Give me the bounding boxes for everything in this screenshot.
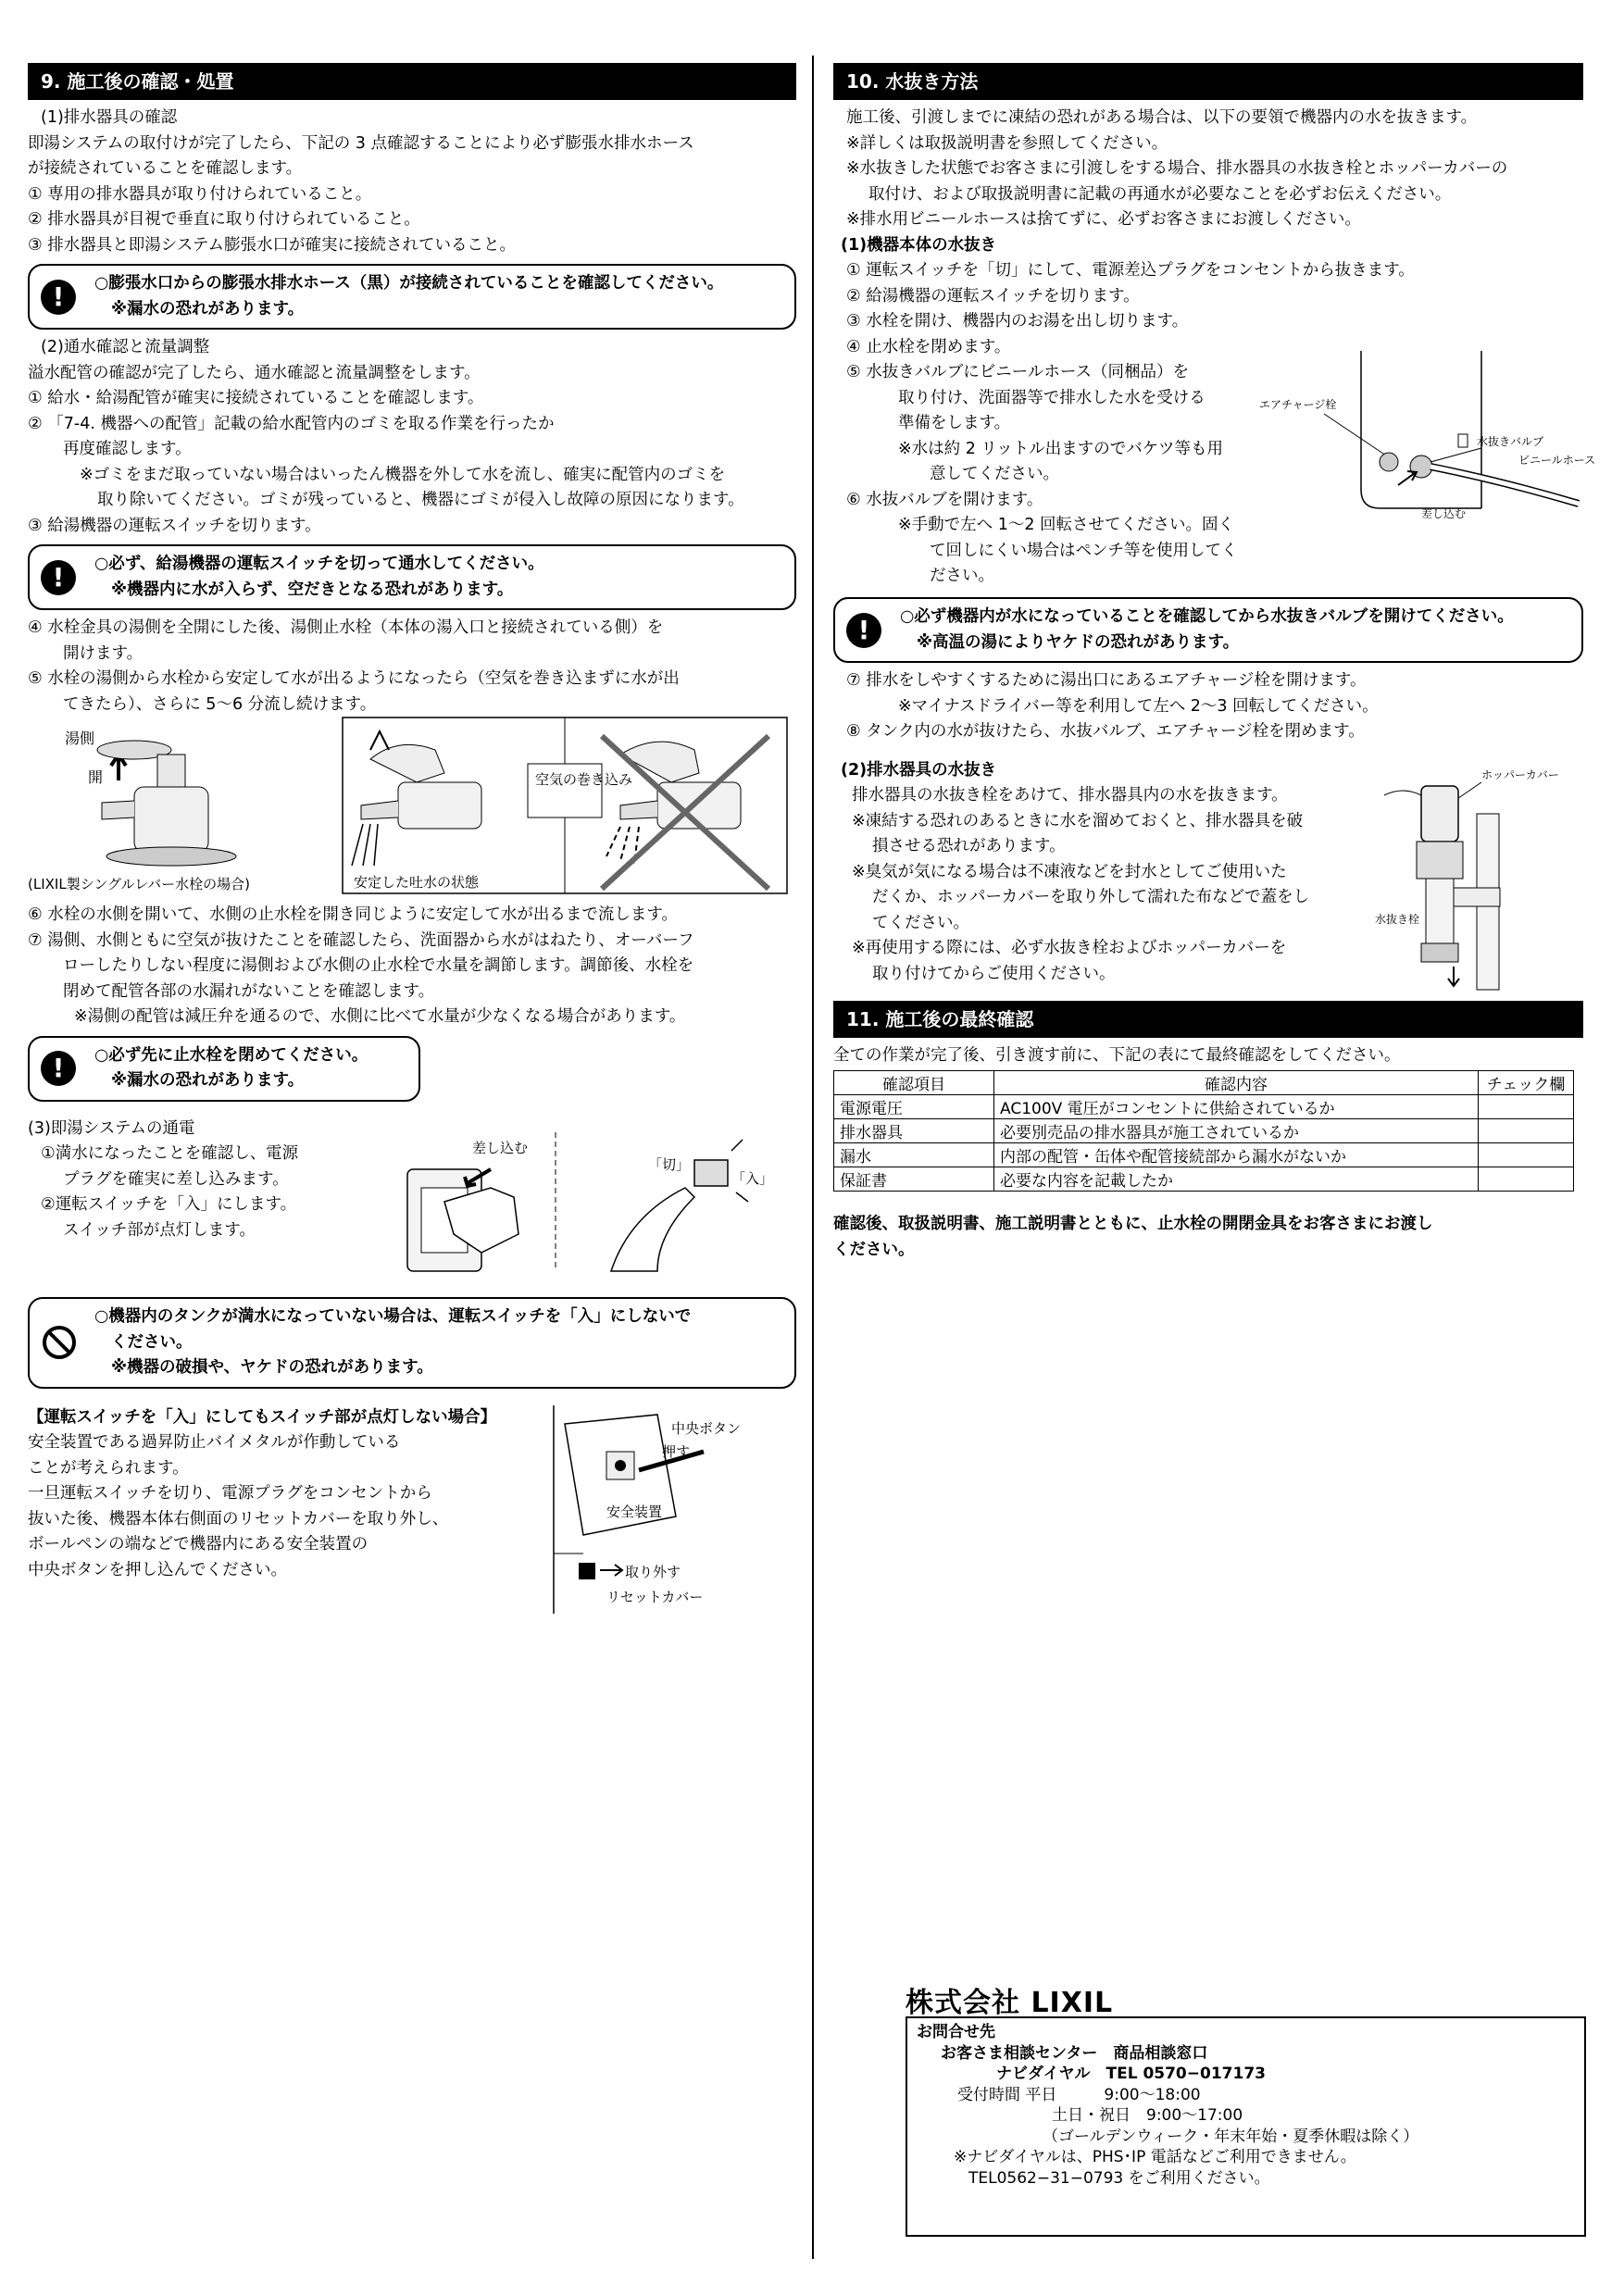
table-cell: 必要別売品の排水器具が施工されているか: [994, 1119, 1479, 1143]
s9-p1-line: ① 専用の排水器具が取り付けられていること。: [28, 184, 372, 204]
vinyl-hose-label: ビニールホース: [1518, 454, 1596, 467]
drain-step: ② 給湯機器の運転スイッチを切ります。: [846, 286, 1140, 306]
s9-p4-line: 閉めて配管各部の水漏れがないことを確認します。: [63, 981, 435, 1001]
warning-text: ※漏水の恐れがあります。: [111, 1071, 305, 1090]
power-step-line: プラグを確実に差し込みます。: [63, 1169, 289, 1189]
warning-box: [28, 264, 796, 330]
drain-step: ④ 止水栓を閉めます。: [846, 337, 1011, 356]
trouble-line: 抜いた後、機器本体右側面のリセットカバーを取り外し、: [28, 1509, 449, 1529]
drain-step: ※水は約 2 リットル出ますのでバケツ等も用: [898, 439, 1224, 458]
air-plug-label: エアチャージ栓: [1259, 398, 1337, 411]
s10-intro-line: ※詳しくは取扱説明書を参照してください。: [846, 133, 1168, 153]
open-label: 開: [88, 768, 104, 786]
drain-fixture-line: 損させる恐れがあります。: [872, 837, 1066, 855]
table-cell: 電源電圧: [834, 1095, 994, 1119]
table-header-row: [834, 1071, 1574, 1095]
contact-box: [906, 2016, 1586, 2237]
contact-line: お問合せ先: [917, 2023, 995, 2041]
exclamation-icon: !: [41, 1051, 76, 1086]
s9-sub1: (1)排水器具の確認: [41, 108, 178, 127]
s9-p2-line: 取り除いてください。ゴミが残っていると、機器にゴミが侵入し故障の原因になります。: [97, 491, 744, 509]
contact-line: 土日・祝日 9:00〜17:00: [1052, 2106, 1243, 2125]
s9-p3-line: 開けます。: [63, 643, 144, 663]
warning-text: ください。: [111, 1332, 193, 1352]
trouble-line: 中央ボタンを押し込んでください。: [28, 1560, 287, 1579]
reset-cover-label: リセットカバー: [606, 1588, 704, 1605]
safety-device-label: 安全装置: [606, 1503, 663, 1520]
s9-p2-line: ② 「7-4. 機器への配管」記載の給水配管内のゴミを取る作業を行ったか: [28, 414, 555, 433]
power-step-line: ②運転スイッチを「入」にします。: [41, 1195, 297, 1214]
remove-label: 取り外す: [625, 1563, 681, 1580]
s9-p1-line: ③ 排水器具と即湯システム膨張水口が確実に接続されていること。: [28, 235, 516, 255]
drain-step: 準備をします。: [898, 414, 1011, 432]
drain-plug-label: 水抜き栓: [1375, 912, 1420, 926]
s9-p3-line: てきたら）、さらに 5〜6 分流し続けます。: [63, 694, 377, 714]
on-label: 「入」: [731, 1170, 774, 1187]
trouble-line: ことが考えられます。: [28, 1458, 189, 1478]
closing-line: 確認後、取扱説明書、施工説明書とともに、止水栓の開閉金具をお客さまにお渡し: [833, 1215, 1433, 1233]
warning-box: [28, 1036, 420, 1102]
s9-p2-line: 再度確認します。: [63, 440, 192, 458]
off-label: 「切」: [648, 1156, 691, 1173]
check-cell[interactable]: [1479, 1095, 1574, 1119]
push-label: 押す: [662, 1442, 691, 1460]
warning-text: ○必ず先に止水栓を閉めてください。: [94, 1045, 369, 1065]
column-divider: [812, 56, 814, 2259]
reset-illustration: [528, 1405, 768, 1618]
table-header: チェック欄: [1479, 1071, 1574, 1095]
hopper-label: ホッパーカバー: [1481, 767, 1559, 781]
insert-label: 差し込む: [472, 1140, 529, 1156]
check-cell[interactable]: [1479, 1143, 1574, 1167]
s9-p1-line: が接続されていることを確認します。: [28, 159, 303, 178]
s9-p1-line: 即湯システムの取付けが完了したら、下記の 3 点確認することにより必ず膨張水排水ホース: [28, 133, 694, 153]
drain-step: ※手動で左へ 1〜2 回転させてください。固く: [898, 516, 1235, 534]
final-check-table: [833, 1070, 1574, 1192]
s10-intro-line: ※水抜きした状態でお客さまに引渡しをする場合、排水器具の水抜き栓とホッパーカバーの: [846, 159, 1508, 178]
right-column: [833, 63, 1596, 1263]
s10-sub2: (2)排水器具の水抜き: [841, 760, 997, 780]
faucet-figure: [28, 718, 796, 903]
s9-p3-line: ④ 水栓金具の湯側を全開にした後、湯側止水栓（本体の湯入口と接続されている側）を: [28, 618, 664, 637]
drain-step: ⑤ 水抜きバルブにビニールホース（同梱品）を: [846, 363, 1190, 381]
drain-fixture-line: だくか、ホッパーカバーを取り外して濡れた布などで蓋をし: [872, 888, 1310, 906]
drain-step: ① 運転スイッチを「切」にして、電源差込プラグをコンセントから抜きます。: [846, 261, 1415, 280]
drain-fixture-line: てください。: [872, 913, 969, 932]
prohibition-box: [28, 1297, 796, 1389]
drain-fixture-line: ※再使用する際には、必ず水抜き栓およびホッパーカバーを: [852, 939, 1287, 957]
drain-fixture-line: ※臭気が気になる場合は不凍液などを封水としてご使用いた: [852, 862, 1287, 881]
contact-line: ※ナビダイヤルは、PHS･IP 電話などご利用できません。: [954, 2148, 1356, 2166]
contact-line: 受付時間 平日 9:00〜18:00: [957, 2085, 1201, 2104]
exclamation-icon: !: [41, 560, 76, 595]
s9-p4-line: ローしたりしない程度に湯側および水側の止水栓で水量を調節します。調節後、水栓を: [63, 956, 694, 975]
faucet-illustration: [28, 718, 796, 903]
drain-fixture-line: 取り付けてからご使用ください。: [872, 964, 1116, 983]
table-row: [834, 1119, 1574, 1143]
check-cell[interactable]: [1479, 1119, 1574, 1143]
table-cell: 漏水: [834, 1143, 994, 1167]
warning-text: ○必ず機器内が水になっていることを確認してから水抜きバルブを開けてください。: [900, 607, 1514, 626]
hot-side-label: 湯側: [65, 730, 95, 747]
s10-intro-line: 施工後、引渡しまでに凍結の恐れがある場合は、以下の要領で機器内の水を抜きます。: [846, 108, 1478, 127]
table-header: 確認内容: [994, 1071, 1479, 1095]
s9-p3-line: ⑤ 水栓の湯側から水栓から安定して水が出るようになったら（空気を巻き込まずに水が出: [28, 669, 680, 688]
prohibition-icon: [41, 1324, 78, 1361]
trouble-line: 一旦運転スイッチを切り、電源プラグをコンセントから: [28, 1484, 432, 1503]
warning-text: ※機器の破損や、ヤケドの恐れがあります。: [111, 1358, 433, 1377]
table-row: [834, 1095, 1574, 1119]
table-row: [834, 1167, 1574, 1192]
drain-fixture-section: [833, 758, 1583, 990]
drain-step: ださい。: [930, 567, 994, 585]
stable-caption: 安定した吐水の状態: [354, 874, 480, 891]
table-cell: 保証書: [834, 1167, 994, 1192]
s9-p2-line: ※ゴミをまだ取っていない場合はいったん機器を外して水を流し、確実に配管内のゴミを: [80, 465, 726, 484]
s9-sub3: (3)即湯システムの通電: [28, 1118, 195, 1138]
drain-fixture-line: 排水器具の水抜き栓をあけて、排水器具内の水を抜きます。: [852, 786, 1288, 805]
drain-valve-label: 水抜きバルブ: [1477, 435, 1544, 448]
check-cell[interactable]: [1479, 1167, 1574, 1192]
s9-p4-line: ⑥ 水栓の水側を開いて、水側の止水栓を開き同じように安定して水が出るまで流します。: [28, 905, 678, 924]
s9-p2-line: ③ 給湯機器の運転スイッチを切ります。: [28, 516, 321, 535]
contact-phone: ナビダイヤル TEL 0570−017173: [996, 2065, 1266, 2083]
warning-box: [28, 544, 796, 610]
contact-line: お客さま相談センター 商品相談窓口: [941, 2043, 1208, 2063]
closing-line: ください。: [833, 1240, 915, 1259]
table-row: [834, 1143, 1574, 1167]
s9-p2-line: 溢水配管の確認が完了したら、通水確認と流量調整をします。: [28, 363, 481, 382]
drain-fixture-line: ※凍結する恐れのあるときに水を溜めておくと、排水器具を破: [852, 811, 1304, 830]
exclamation-icon: !: [846, 613, 881, 648]
drain-step: ⑥ 水抜バルブを開けます。: [846, 490, 1043, 509]
table-cell: 排水器具: [834, 1119, 994, 1143]
exclamation-icon: !: [41, 280, 76, 315]
s9-p1-line: ② 排水器具が目視で垂直に取り付けられていること。: [28, 210, 420, 229]
section-9-header: 9. 施工後の確認・処置: [28, 63, 796, 100]
drain-step: ⑧ タンク内の水が抜けたら、水抜バルブ、エアチャージ栓を閉めます。: [846, 722, 1365, 741]
drain-step: 意してください。: [930, 465, 1059, 483]
power-step-line: スイッチ部が点灯します。: [63, 1220, 256, 1240]
s10-sub1: (1)機器本体の水抜き: [841, 235, 997, 255]
air-label: 空気の巻き込み: [535, 771, 633, 788]
warning-text: ○機器内のタンクが満水になっていない場合は、運転スイッチを「入」にしないで: [94, 1307, 692, 1326]
power-step-line: ①満水になったことを確認し、電源: [41, 1144, 299, 1163]
table-cell: 必要な内容を記載したか: [994, 1167, 1479, 1192]
s11-intro: 全ての作業が完了後、引き渡す前に、下記の表にて最終確認をしてください。: [833, 1045, 1401, 1065]
drain-step: て回しにくい場合はペンチ等を使用してく: [930, 541, 1238, 560]
drain-fixture-illustration: [1375, 758, 1583, 990]
contact-line: （ゴールデンウィーク・年末年始・夏季休暇は除く）: [1043, 2127, 1419, 2146]
power-illustration: [380, 1132, 796, 1280]
trouble-title: 【運転スイッチを「入」にしてもスイッチ部が点灯しない場合】: [28, 1407, 497, 1427]
center-button-label: 中央ボタン: [671, 1419, 742, 1437]
s9-p4-line: ※湯側の配管は減圧弁を通るので、水側に比べて水量が少なくなる場合があります。: [74, 1007, 686, 1026]
contact-line: TEL0562−31−0793 をご利用ください。: [968, 2168, 1270, 2188]
drain-body-section: [833, 258, 1596, 592]
drain-valve-illustration: [1259, 351, 1596, 527]
s9-p2-line: ① 給水・給湯配管が確実に接続されていることを確認します。: [28, 389, 484, 407]
trouble-line: ボールペンの端などで機器内にある安全装置の: [28, 1535, 369, 1554]
faucet-caption: (LIXIL製シングルレバー水栓の場合): [28, 876, 250, 892]
company-name: 株式会社 LIXIL: [906, 1987, 1114, 2019]
table-cell: AC100V 電圧がコンセントに供給されているか: [994, 1095, 1479, 1119]
warning-text: ○膨張水口からの膨張水排水ホース（黒）が接続されていることを確認してください。: [94, 274, 724, 293]
warning-box: [833, 597, 1583, 663]
power-section: [28, 1142, 796, 1271]
s9-sub2: (2)通水確認と流量調整: [41, 338, 210, 356]
drain-step: ⑦ 排水をしやすくするために湯出口にあるエアチャージ栓を開けます。: [846, 671, 1367, 690]
insert-label: 差し込む: [1421, 507, 1467, 520]
trouble-line: 安全装置である過昇防止バイメタルが作動している: [28, 1433, 401, 1452]
warning-text: ※漏水の恐れがあります。: [111, 299, 305, 318]
drain-step: 取り付け、洗面器等で排水した水を受ける: [898, 388, 1206, 407]
s9-p4-line: ⑦ 湯側、水側ともに空気が抜けたことを確認したら、洗面器から水がはねたり、オーバーフ: [28, 930, 694, 950]
left-column: [28, 63, 796, 1618]
trouble-section: [28, 1405, 796, 1618]
section-10-header: 10. 水抜き方法: [833, 63, 1583, 100]
warning-text: ○必ず、給湯機器の運転スイッチを切って通水してください。: [94, 555, 544, 573]
drain-step: ③ 水栓を開け、機器内のお湯を出し切ります。: [846, 312, 1189, 331]
warning-text: ※高温の湯によりヤケドの恐れがあります。: [917, 632, 1240, 652]
table-header: 確認項目: [834, 1071, 994, 1095]
section-11-header: 11. 施工後の最終確認: [833, 1001, 1583, 1038]
s10-intro-line: 取付け、および取扱説明書に記載の再通水が必要なことを必ずお伝えください。: [868, 184, 1452, 204]
s10-intro-line: ※排水用ビニールホースは捨てずに、必ずお客さまにお渡しください。: [846, 210, 1361, 229]
drain-step: ※マイナスドライバー等を利用して左へ 2〜3 回転してください。: [898, 696, 1379, 716]
table-cell: 内部の配管・缶体や配管接続部から漏水がないか: [994, 1143, 1479, 1167]
warning-text: ※機器内に水が入らず、空だきとなる恐れがあります。: [111, 580, 514, 599]
